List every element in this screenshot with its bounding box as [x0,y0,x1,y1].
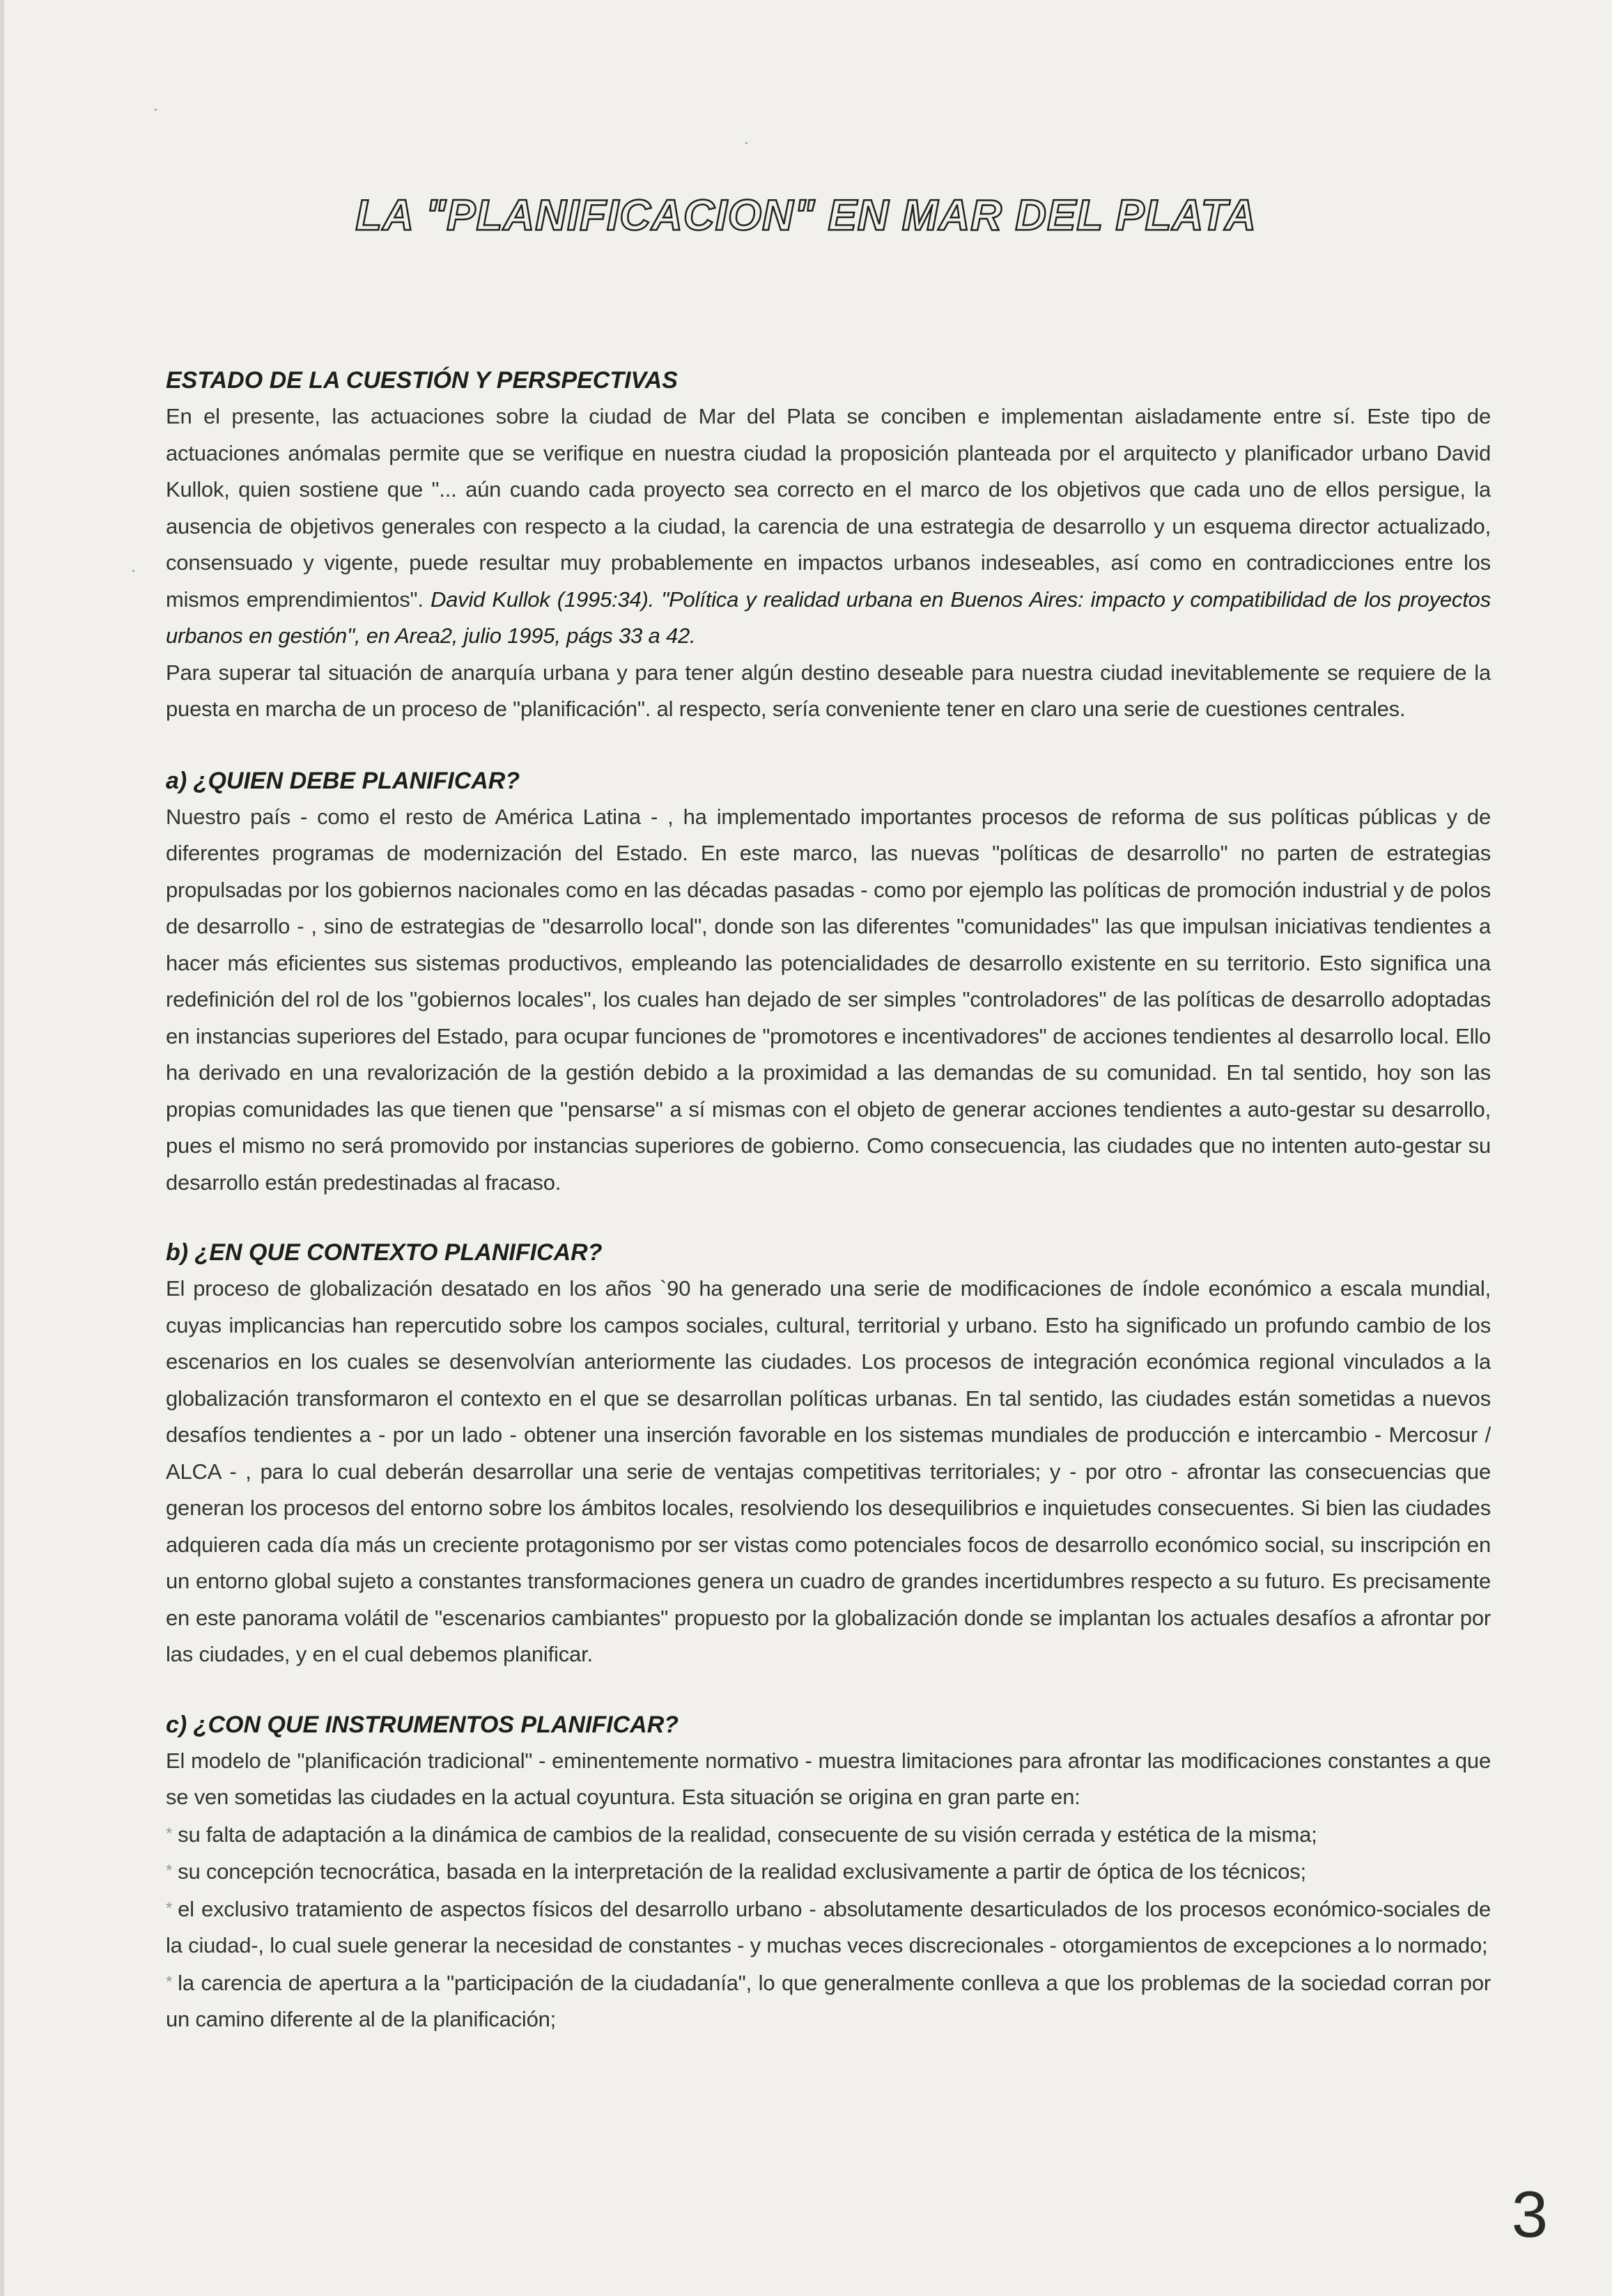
bullet-item [166,1891,1491,1964]
page-title: LA "PLANIFICACION" EN MAR DEL PLATA [355,191,1257,240]
section-a [166,763,1491,1202]
section-c [166,1707,1491,2038]
bullet-text: el exclusivo tratamiento de aspectos físicos del desarrollo urbano - absolutamente desarticulados de los procesos económico-sociales de la ciudad-, lo cual suele generar la necesidad de constantes - y muchas veces discrecionales - otorgamientos de excepciones a lo normado; [166,1896,1491,1957]
paragraph-c-1: El modelo de "planificación tradicional" - eminentemente normativo - muestra limitaciones para afrontar las modificaciones constantes a que se ven sometidas las ciudades en la actual coyuntura. Esta situación se origina en gran parte en: [166,1748,1491,1809]
asterisk-bullet-icon: * [166,1824,173,1843]
section-estado [166,362,1491,728]
paper-speck [132,570,134,572]
section-heading-estado: ESTADO DE LA CUESTIÓN Y PERSPECTIVAS [166,367,678,394]
bullet-item [166,1853,1491,1891]
bullet-text: la carencia de apertura a la "participación de la ciudadanía", lo que generalmente conlleva a que los problemas de la sociedad corran por un camino diferente al de la planificación; [166,1970,1491,2031]
asterisk-bullet-icon: * [166,1972,173,1992]
paragraph-a-1: Nuestro país - como el resto de América Latina - , ha implementado importantes procesos de reforma de sus políticas públicas y de diferentes programas de modernización del Estado. En este marco, las nuevas "políticas de desarrollo" no parten de estrategias propulsadas por los gobiernos nacionales como en las décadas pasadas - como por ejemplo las políticas de promoción industrial y de polos de desarrollo - , sino de estrategias de "desarrollo local", donde son las diferentes "comunidades" las que impulsan iniciativas tendientes a hacer más eficientes sus sistemas productivos, empleando las potencialidades de desarrollo existente en su territorio. Esto significa una redefinición del rol de los "gobiernos locales", los cuales han dejado de ser simples "controladores" de las políticas de desarrollo adoptadas en instancias superiores del Estado, para ocupar funciones de "promotores e incentivadores" de acciones tendientes al desarrollo local. Ello ha derivado en una revalorización de la gestión debido a la proximidad a las demandas de su comunidad. En tal sentido, hoy son las propias comunidades las que tienen que "pensarse" a sí mismas con el objeto de generar acciones tendientes a auto-gestar su desarrollo, pues el mismo no será promovido por instancias superiores de gobierno. Como consecuencia, las ciudades que no intenten auto-gestar su desarrollo están predestinadas al fracaso. [166,804,1491,1195]
citation-kullok: David Kullok (1995:34). "Política y realidad urbana en Buenos Aires: impacto y compatibilidad de los proyectos urbanos en gestión", en Area2, julio 1995, págs 33 a 42. [166,587,1491,648]
asterisk-bullet-icon: * [166,1861,173,1880]
section-b [166,1234,1491,1673]
article-body [166,362,1491,2072]
section-heading-a: a) ¿QUIEN DEBE PLANIFICAR? [166,767,520,794]
paper-speck [745,142,747,144]
bullet-item [166,1816,1491,1854]
paragraph-estado-1-text: En el presente, las actuaciones sobre la ciudad de Mar del Plata se conciben e implementan aisladamente entre sí. Este tipo de actuaciones anómalas permite que se verifique en nuestra ciudad la proposición planteada por el arquitecto y planificador urbano David Kullok, quien sostiene que "... aún cuando cada proyecto sea correcto en el marco de los objetivos que cada uno de ellos persigue, la ausencia de objetivos generales con respecto a la ciudad, la carencia de una estrategia de desarrollo y un esquema director actualizado, consensuado y vigente, puede resultar muy probablemente en impactos urbanos indeseables, así como en contradicciones entre los mismos emprendimientos". [166,404,1491,612]
bullet-text: su falta de adaptación a la dinámica de cambios de la realidad, consecuente de su visión cerrada y estética de la misma; [178,1822,1317,1847]
page-number: 3 [1511,2178,1548,2251]
section-heading-c: c) ¿CON QUE INSTRUMENTOS PLANIFICAR? [166,1711,679,1738]
paper-speck [155,109,157,111]
paragraph-b-1: El proceso de globalización desatado en los años `90 ha generado una serie de modificaciones de índole económico a escala mundial, cuyas implicancias han repercutido sobre los campos sociales, cultural, territorial y urbano. Esto ha significado un profundo cambio de los escenarios en los cuales se desenvolvían anteriormente las ciudades. Los procesos de integración económica regional vinculados a la globalización transformaron el contexto en el que se desarrollan políticas urbanas. En tal sentido, las ciudades están sometidas a nuevos desafíos tendientes a - por un lado - obtener una inserción favorable en los sistemas mundiales de producción e intercambio - Mercosur / ALCA - , para lo cual deberán desarrollar una serie de ventajas competitivas territoriales; y - por otro - afrontar las consecuencias que generan los procesos del entorno sobre los ámbitos locales, resolviendo los desequilibrios e inquietudes consecuentes. Si bien las ciudades adquieren cada día más un creciente protagonismo por ser vistas como potenciales focos de desarrollo económico social, su inscripción en un entorno global sujeto a constantes transformaciones genera un cuadro de grandes incertidumbres respecto a su futuro. Es precisamente en este panorama volátil de "escenarios cambiantes" propuesto por la globalización donde se implantan los actuales desafíos a afrontar por las ciudades, y en el cual debemos planificar. [166,1276,1491,1666]
asterisk-bullet-icon: * [166,1898,173,1918]
paragraph-estado-1 [166,398,1491,655]
bullet-text: su concepción tecnocrática, basada en la interpretación de la realidad exclusivamente a partir de óptica de los técnicos; [178,1859,1306,1884]
section-heading-b: b) ¿EN QUE CONTEXTO PLANIFICAR? [166,1239,603,1266]
bullet-item [166,1964,1491,2038]
paragraph-estado-2: Para superar tal situación de anarquía urbana y para tener algún destino deseable para nuestra ciudad inevitablemente se requiere de la puesta en marcha de un proceso de "planificación". al respecto, sería conveniente tener en claro una serie de cuestiones centrales. [166,660,1491,721]
